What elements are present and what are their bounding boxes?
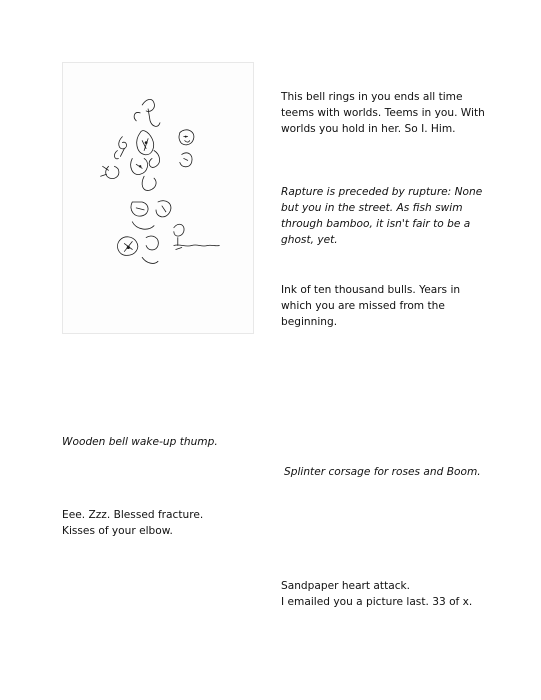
text-line: Rapture is preceded by rupture: None [281, 186, 483, 198]
text-line: worlds you hold in her. So I. Him. [281, 123, 456, 135]
text-line: Splinter corsage for roses and Boom. [284, 466, 481, 478]
text-line: I emailed you a picture last. 33 of x. [281, 596, 473, 608]
text-line: through bamboo, it isn't fair to be a [281, 218, 471, 230]
verse-block-wooden-bell [62, 434, 218, 450]
text-line: Sandpaper heart attack. [281, 580, 411, 592]
verse-block-splinter [284, 464, 481, 480]
verse-block-ink [281, 282, 460, 330]
ink-drawing [63, 63, 253, 333]
text-line: Wooden bell wake-up thump. [62, 436, 218, 448]
text-line: ghost, yet. [281, 234, 338, 246]
verse-block-rapture [281, 184, 482, 248]
verse-block-sandpaper [281, 578, 472, 610]
text-line: beginning. [281, 316, 338, 328]
text-line: but you in the street. As fish swim [281, 202, 463, 214]
text-line: This bell rings in you ends all time [281, 91, 463, 103]
verse-block-fracture [62, 507, 203, 539]
text-line: Eee. Zzz. Blessed fracture. [62, 509, 204, 521]
ink-sketch-image [62, 62, 254, 334]
text-line: which you are missed from the [281, 300, 445, 312]
verse-block-bell [281, 89, 485, 137]
text-line: teems with worlds. Teems in you. With [281, 107, 485, 119]
text-line: Kisses of your elbow. [62, 525, 173, 537]
text-line: Ink of ten thousand bulls. Years in [281, 284, 461, 296]
